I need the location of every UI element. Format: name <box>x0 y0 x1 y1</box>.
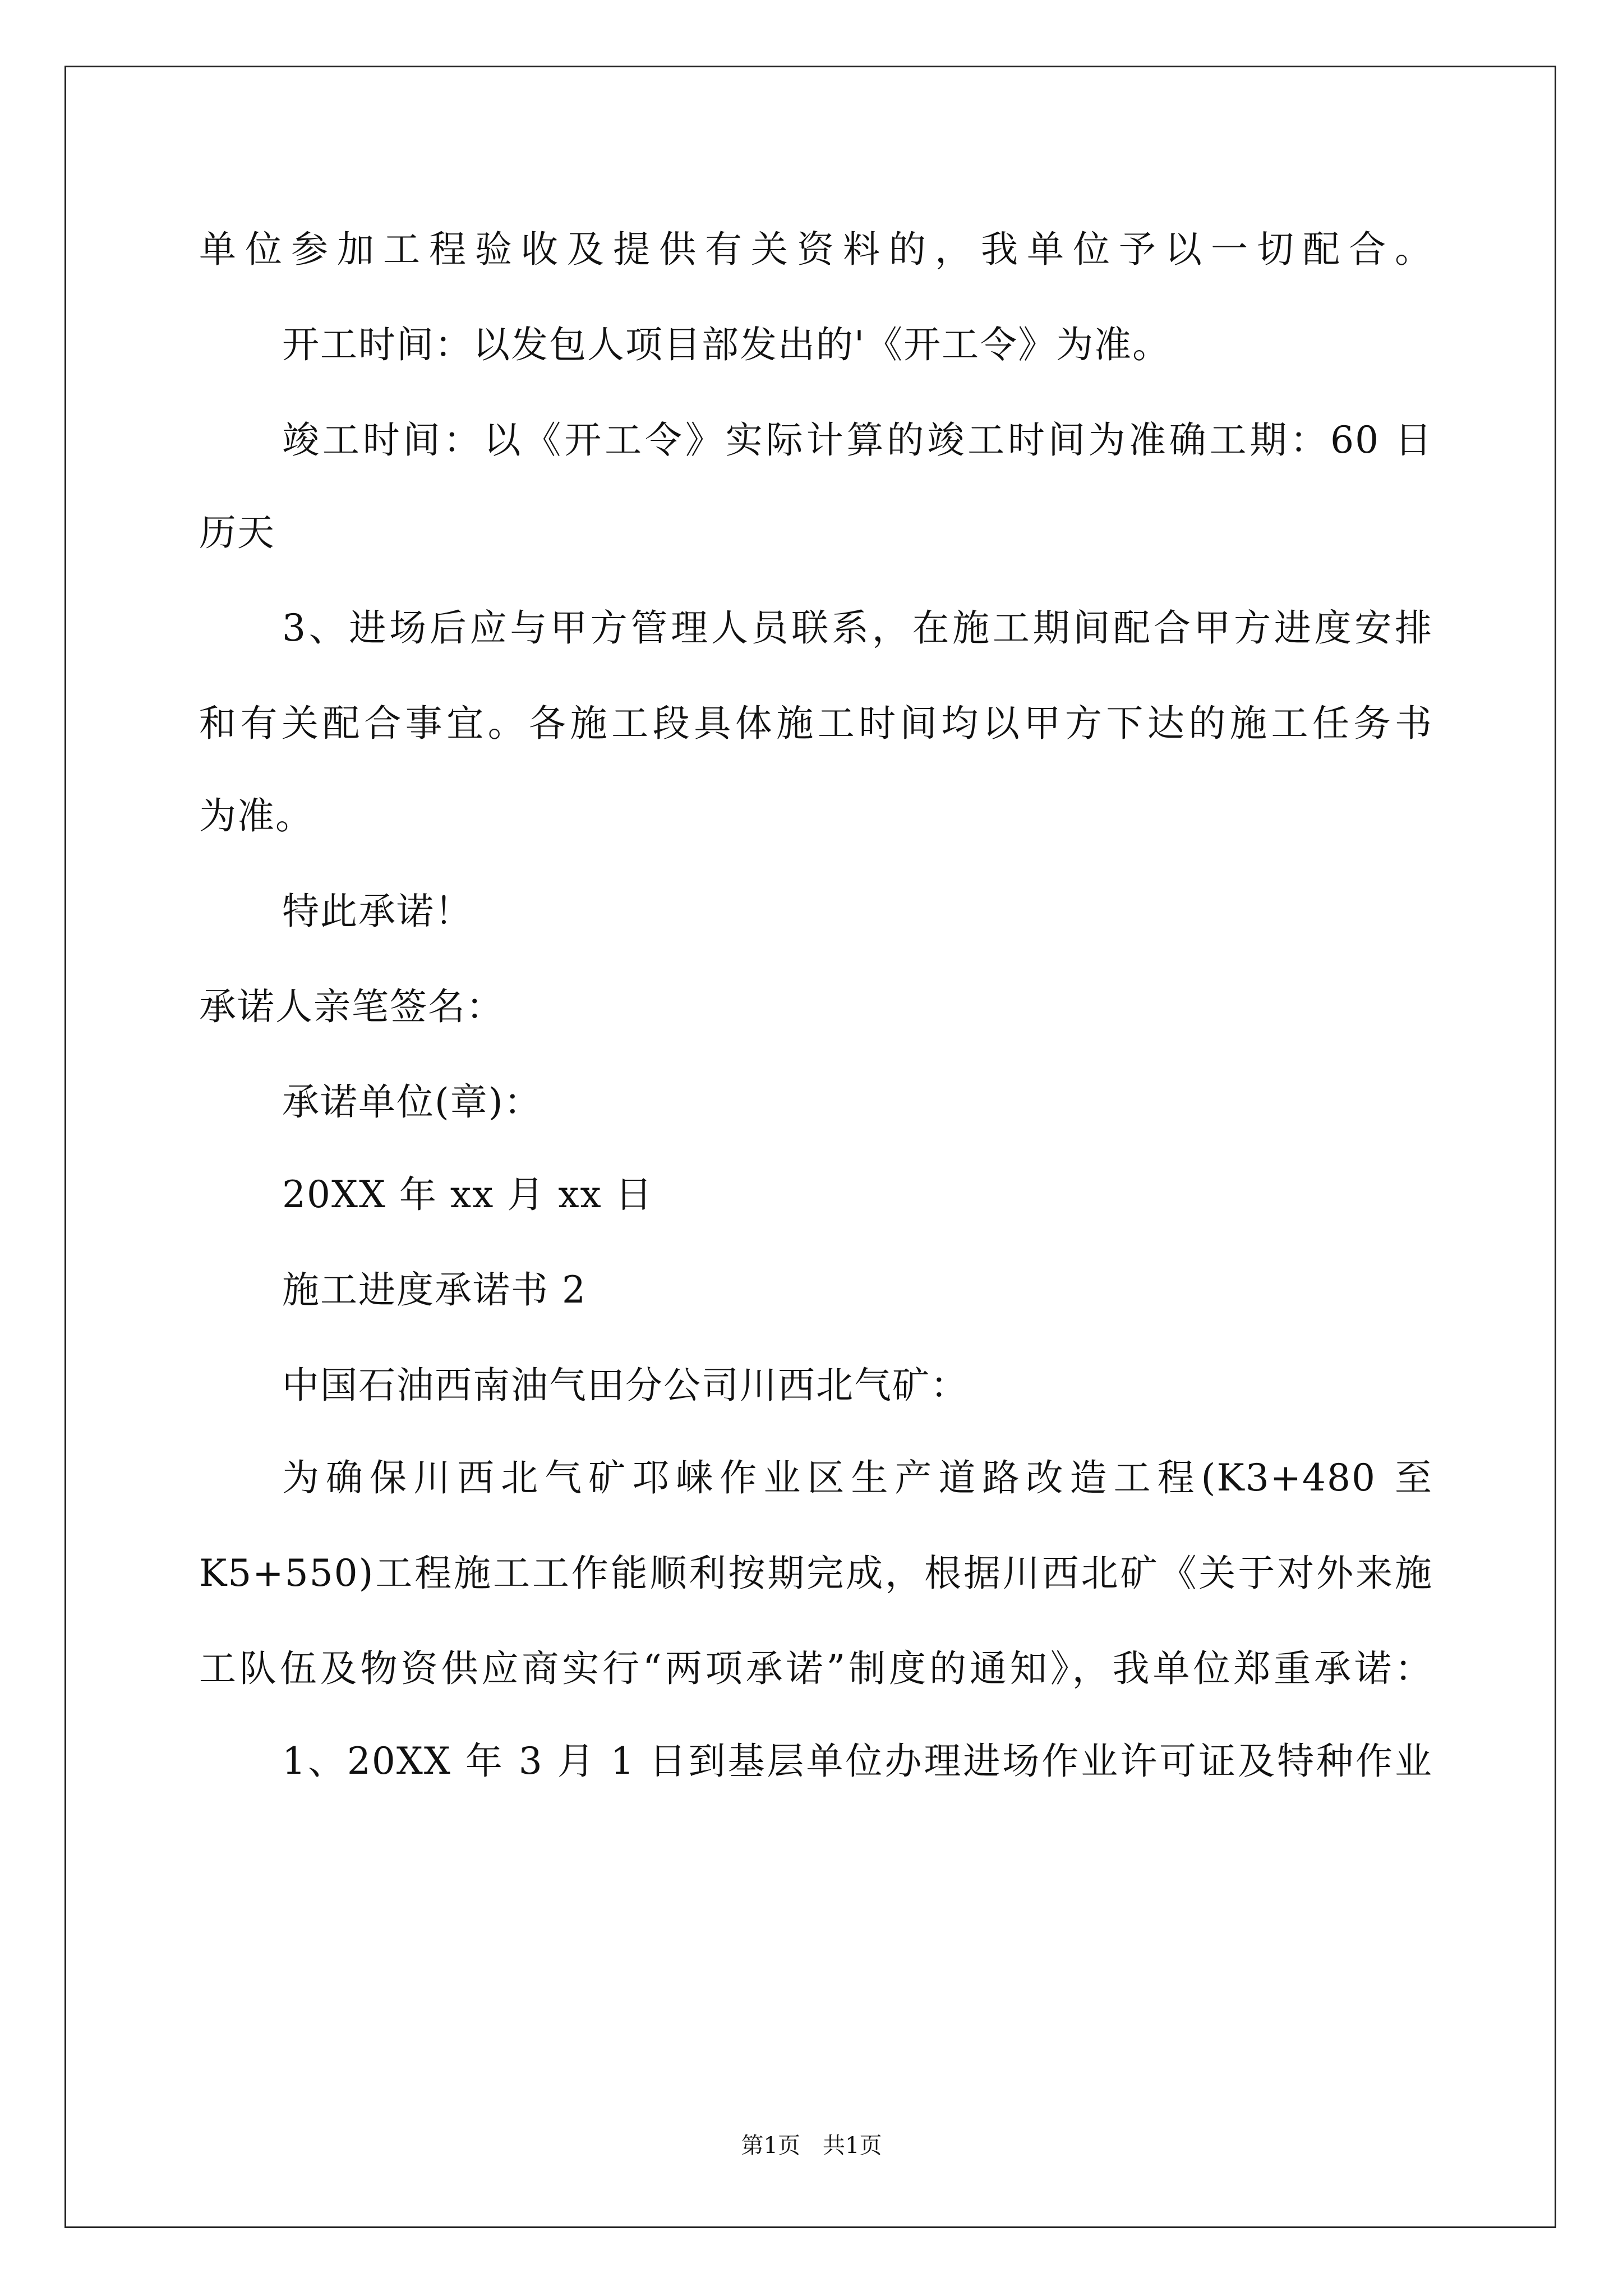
addressee: 中国石油西南油气田分公司川西北气矿： <box>282 1364 969 1407</box>
text-line: 开工时间：以发包人项目部发出的'《开工令》为准。 <box>282 323 1171 366</box>
text-line: 为确保川西北气矿邛崃作业区生产道路改造工程(K3+480 至 <box>282 1456 1433 1499</box>
section-title: 施工进度承诺书 2 <box>282 1268 587 1312</box>
text-line: 历天 <box>199 511 275 554</box>
text-line: 特此承诺！ <box>282 890 473 933</box>
text-line: K5+550)工程施工工作能顺利按期完成，根据川西北矿《关于对外来施 <box>199 1552 1433 1595</box>
text-line: 竣工时间：以《开工令》实际计算的竣工时间为准确工期：60 日 <box>282 418 1433 462</box>
text-line: 3、进场后应与甲方管理人员联系，在施工期间配合甲方进度安排 <box>282 606 1433 650</box>
text-line: 承诺单位(章)： <box>282 1080 542 1124</box>
text-line: 工队伍及物资供应商实行“两项承诺”制度的通知》，我单位郑重承诺： <box>199 1647 1433 1690</box>
page-border <box>64 66 1556 2228</box>
date-line: 20XX 年 xx 月 xx 日 <box>282 1173 653 1216</box>
page-footer: 第1页 共1页 <box>741 2133 882 2159</box>
text-line: 承诺人亲笔签名： <box>199 985 504 1028</box>
text-line: 为准。 <box>199 794 313 838</box>
text-line: 单位参加工程验收及提供有关资料的，我单位予以一切配合。 <box>199 228 1433 271</box>
text-line: 和有关配合事宜。各施工段具体施工时间均以甲方下达的施工任务书 <box>199 702 1433 745</box>
text-line: 1、20XX 年 3 月 1 日到基层单位办理进场作业许可证及特种作业 <box>282 1740 1433 1783</box>
